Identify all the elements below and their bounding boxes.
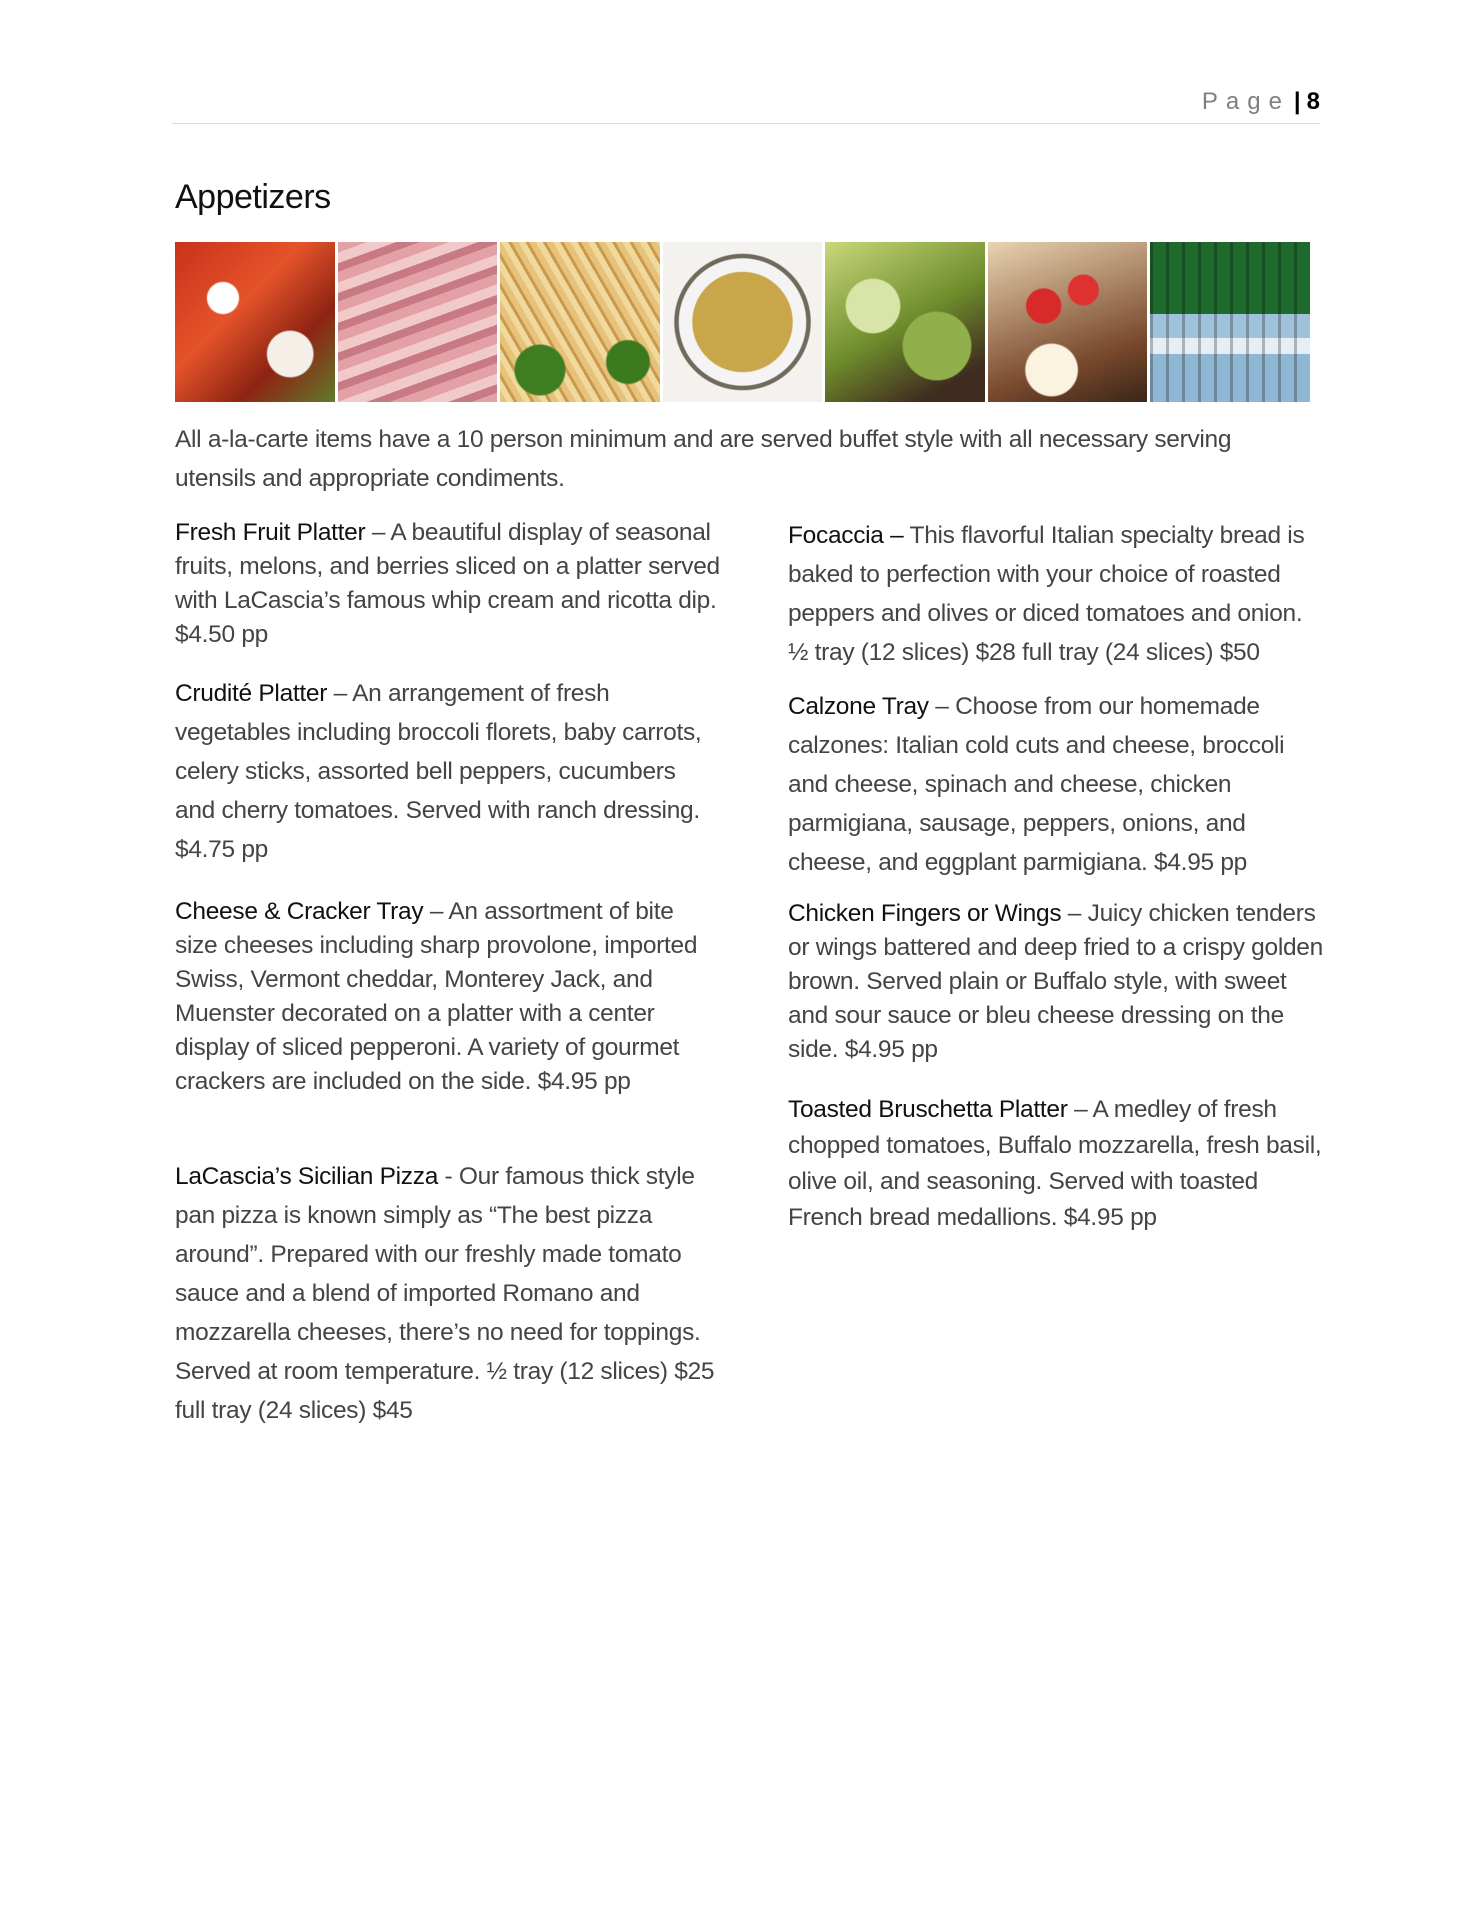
item-description: – An arrangement of fresh vegetables including broccoli florets, baby carrots, celery sticks, assorted bell peppers, cucumbers and cherry tomatoes. Served with ranch dressing. $4.75 pp (175, 680, 702, 863)
menu-item-chicken-fingers-wings (788, 897, 1328, 1067)
menu-item-toasted-bruschetta-platter (788, 1092, 1328, 1236)
item-name: Chicken Fingers or Wings (788, 900, 1062, 927)
item-name: Crudité Platter (175, 680, 328, 707)
menu-item-focaccia (788, 516, 1328, 672)
cold-cuts-photo (338, 242, 498, 402)
item-description: – A beautiful display of seasonal fruits, melons, and berries sliced on a platter served with LaCascia’s famous whip cream and ricotta dip. $4.50 pp (175, 519, 720, 648)
item-name: Cheese & Cracker Tray (175, 898, 424, 925)
salad-photo (825, 242, 985, 402)
intro-text: All a-la-carte items have a 10 person minimum and are served buffet style with all necessary serving utensils and appropriate condiments. (175, 426, 1232, 492)
item-description: – An assortment of bite size cheeses including sharp provolone, imported Swiss, Vermont cheddar, Monterey Jack, and Muenster decorated on a platter with a center display of sliced pepperoni. A variety of gourmet crackers are included on the side. $4.95 pp (175, 898, 698, 1095)
photo-strip (175, 242, 1310, 402)
item-description: - Our famous thick style pan pizza is known simply as “The best pizza around”. Prepared with our freshly made tomato sauce and a blend of imported Romano and mozzarella cheeses, there’s no need for toppings. Served at room temperature. ½ tray (12 slices) $25 full tray (24 slices) $45 (175, 1163, 715, 1424)
item-name: Calzone Tray (788, 693, 929, 720)
soup-photo (663, 242, 823, 402)
item-description: – Choose from our homemade calzones: Italian cold cuts and cheese, broccoli and cheese, spinach and cheese, chicken parmigiana, sausage, peppers, onions, and cheese, and eggplant parmigiana. $4.95 pp (788, 693, 1285, 876)
menu-item-crudite-platter (175, 674, 720, 869)
section-title: Appetizers (175, 178, 331, 216)
page-header (172, 88, 1320, 124)
item-name: Fresh Fruit Platter (175, 519, 366, 546)
page-label: Page (1201, 88, 1290, 115)
menu-item-sicilian-pizza (175, 1157, 720, 1430)
item-description: – Juicy chicken tenders or wings battered and deep fried to a crispy golden brown. Served plain or Buffalo style, with sweet and sour sauce or bleu cheese dressing on the side. $4.95 pp (788, 900, 1323, 1063)
bruschetta-photo (175, 242, 335, 402)
item-description: – A medley of fresh chopped tomatoes, Buffalo mozzarella, fresh basil, olive oil, and seasoning. Served with toasted French bread medallions. $4.95 pp (788, 1096, 1322, 1231)
mineral-water-bottles-photo (1150, 242, 1310, 402)
menu-item-fresh-fruit-platter (175, 516, 720, 652)
item-name: Focaccia – (788, 522, 904, 549)
page-separator: | (1293, 88, 1301, 115)
page-number: 8 (1306, 88, 1320, 115)
menu-item-cheese-cracker-tray (175, 895, 720, 1099)
pasta-broccoli-photo (500, 242, 660, 402)
item-name: Toasted Bruschetta Platter (788, 1096, 1068, 1123)
strawberry-dessert-photo (988, 242, 1148, 402)
menu-item-calzone-tray (788, 687, 1328, 882)
item-name: LaCascia’s Sicilian Pizza (175, 1163, 439, 1190)
item-description: This flavorful Italian specialty bread is baked to perfection with your choice of roasted peppers and olives or diced tomatoes and onion. ½ tray (12 slices) $28 full tray (24 slices) $50 (788, 522, 1305, 666)
